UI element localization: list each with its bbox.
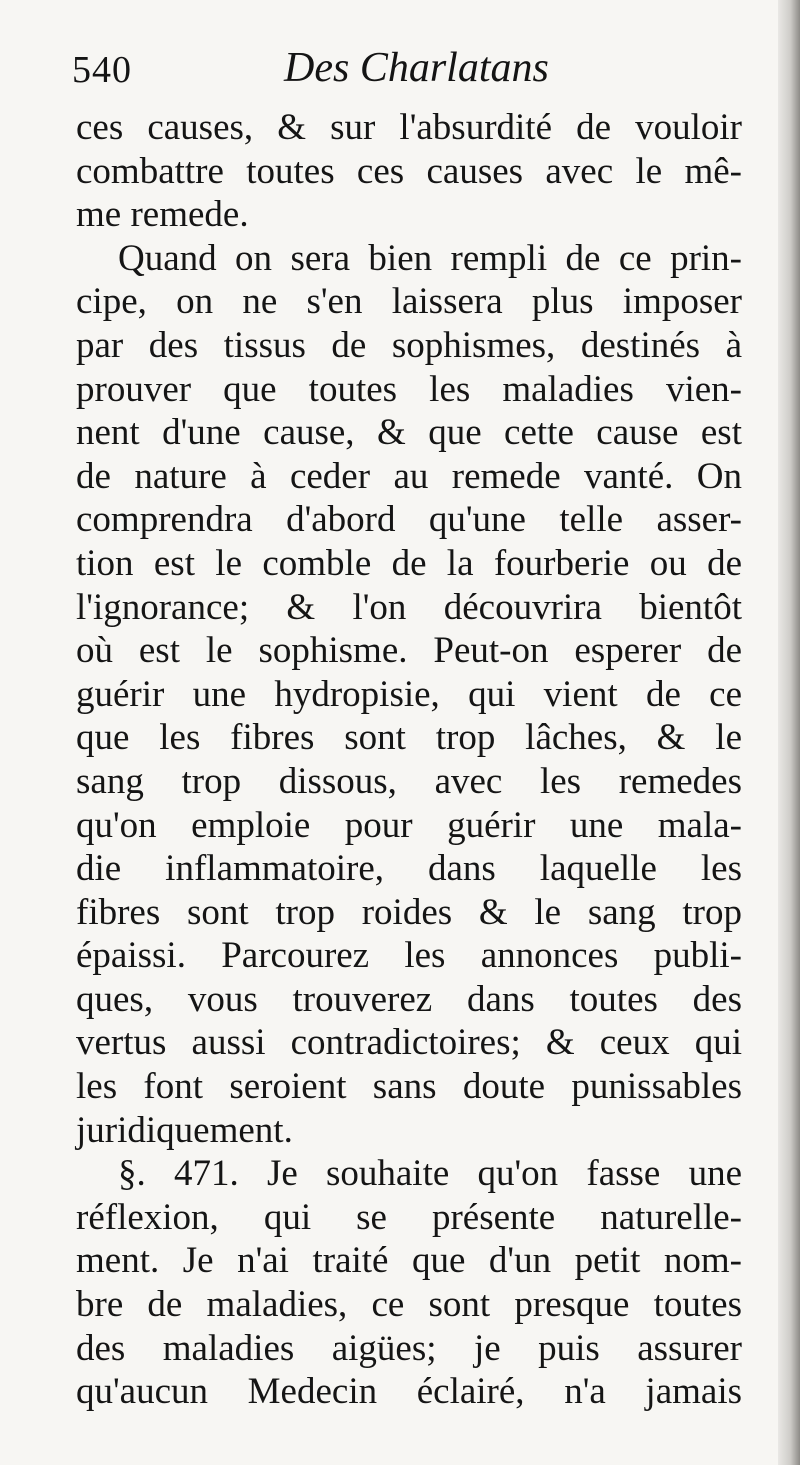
text-line: ces causes, & sur l'absurdité de vouloir (76, 107, 742, 148)
text-line: fibres sont trop roides & le sang trop (76, 891, 742, 933)
text-line: me remede. (76, 194, 249, 236)
text-line: cipe, on ne s'en laissera plus imposer (76, 281, 742, 323)
page-number: 540 (72, 49, 132, 91)
text-line: guérir une hydropisie, qui vient de ce (76, 673, 742, 715)
page-header (72, 42, 742, 108)
text-line: sang trop dissous, avec les remedes (76, 760, 742, 802)
text-line: bre de maladies, ce sont presque toutes (76, 1284, 742, 1326)
text-line: l'ignorance; & l'on découvrira bientôt (76, 586, 742, 628)
text-line: die inflammatoire, dans laquelle les (76, 848, 742, 890)
section-start-line: §. 471. Je souhaite qu'on fasse une (118, 1153, 742, 1195)
page-edge-shadow (778, 0, 800, 1465)
text-line: combattre toutes ces causes avec le mê- (76, 150, 742, 192)
text-line: où est le sophisme. Peut-on esperer de (76, 630, 742, 672)
text-line: vertus aussi contradictoires; & ceux qui (76, 1022, 742, 1064)
text-line: que les fibres sont trop lâches, & le (76, 717, 742, 759)
text-line: des maladies aigües; je puis assurer (76, 1327, 742, 1369)
text-line: les font seroient sans doute punissables (76, 1066, 742, 1108)
text-line: réflexion, qui se présente naturelle- (76, 1196, 742, 1238)
text-line: tion est le comble de la fourberie ou de (76, 542, 742, 584)
text-line: juridiquement. (76, 1109, 293, 1151)
text-line: nent d'une cause, & que cette cause est (76, 412, 742, 454)
text-line: ment. Je n'ai traité que d'un petit nom- (76, 1240, 742, 1282)
paragraph-start-line: Quand on sera bien rempli de ce prin- (118, 237, 742, 279)
text-line: qu'aucun Medecin éclairé, n'a jamais (76, 1371, 742, 1413)
text-line: par des tissus de sophismes, destinés à (76, 324, 742, 366)
running-title: Des Charlatans (284, 45, 549, 91)
body-text (76, 106, 742, 1414)
text-line: qu'on emploie pour guérir une mala- (76, 804, 742, 846)
text-line: épaissi. Parcourez les annonces publi- (76, 935, 742, 977)
text-line: de nature à ceder au remede vanté. On (76, 455, 742, 497)
text-line: prouver que toutes les maladies vien- (76, 368, 742, 410)
text-line: ques, vous trouverez dans toutes des (76, 978, 742, 1020)
text-line: comprendra d'abord qu'une telle asser- (76, 499, 742, 541)
